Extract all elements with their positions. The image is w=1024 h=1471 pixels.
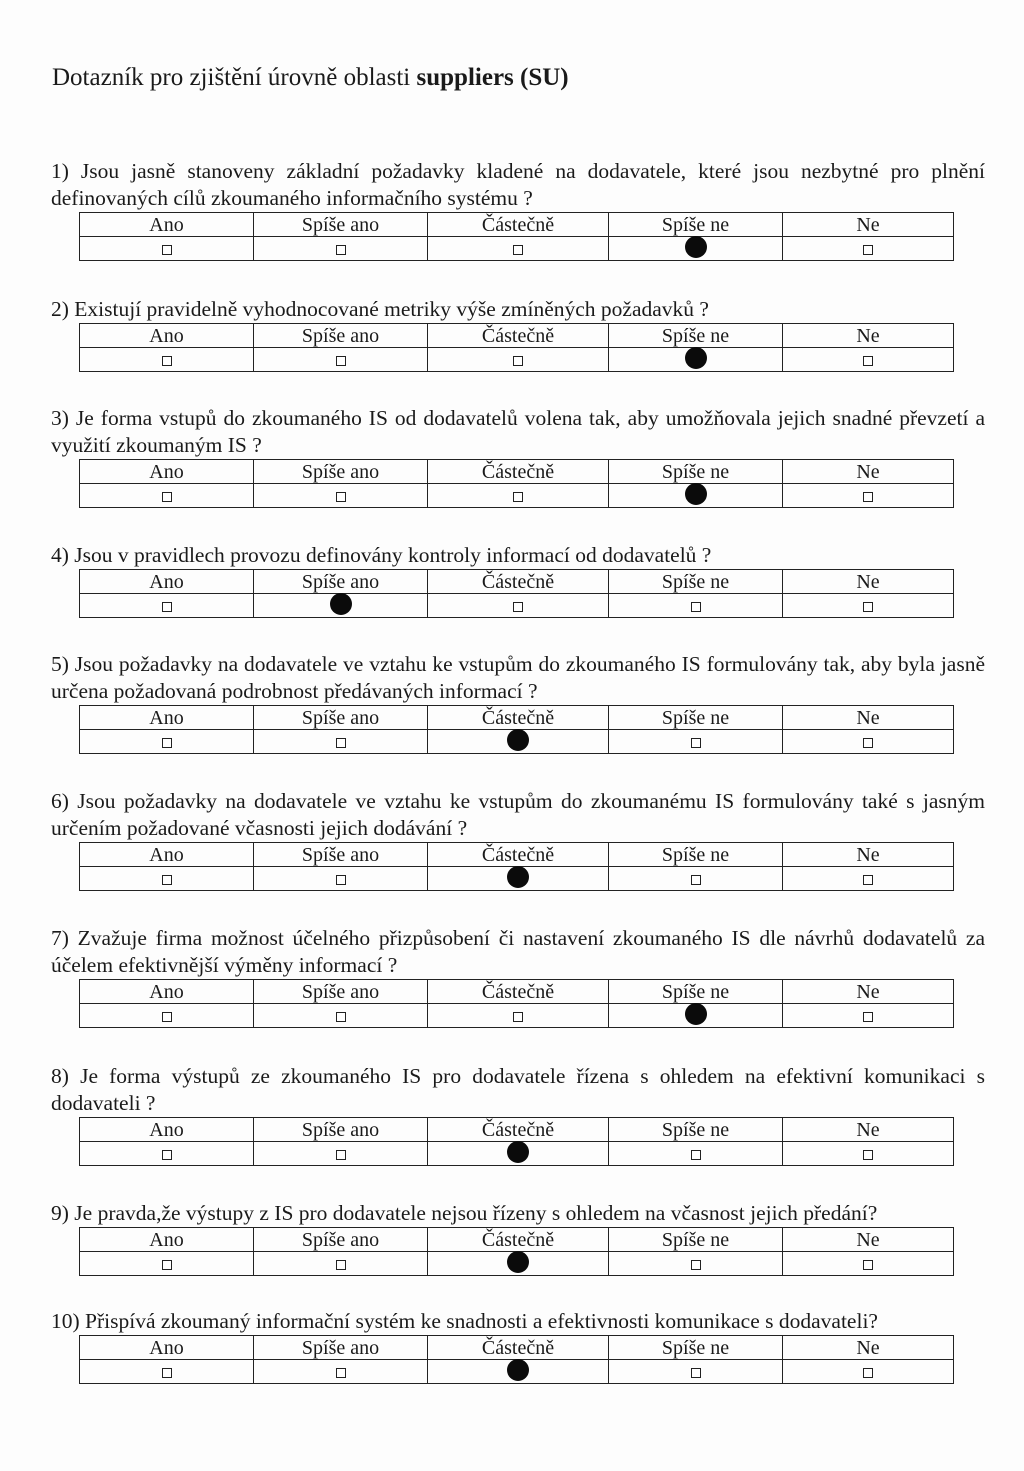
empty-checkbox[interactable]: [863, 492, 873, 502]
option-cell[interactable]: [254, 730, 428, 754]
option-label: Spíše ne: [609, 843, 783, 867]
option-cell[interactable]: [609, 730, 783, 754]
question-6: [51, 788, 985, 891]
option-cell[interactable]: [80, 348, 254, 372]
option-cell[interactable]: [80, 237, 254, 261]
option-cell[interactable]: [783, 484, 954, 508]
option-cell[interactable]: [80, 1142, 254, 1166]
option-label: Ano: [80, 843, 254, 867]
answer-choice-row: [80, 348, 954, 372]
option-label: Ano: [80, 980, 254, 1004]
option-label: Spíše ne: [609, 1118, 783, 1142]
option-cell[interactable]: [428, 867, 609, 891]
filled-circle-mark[interactable]: [685, 1003, 707, 1025]
option-label: Spíše ano: [254, 213, 428, 237]
option-cell[interactable]: [783, 730, 954, 754]
option-cell[interactable]: [80, 484, 254, 508]
option-label: Ne: [783, 213, 954, 237]
page-title: [52, 64, 569, 92]
empty-checkbox[interactable]: [162, 1260, 172, 1270]
question-9: [51, 1200, 985, 1276]
empty-checkbox[interactable]: [336, 492, 346, 502]
answer-grid: [79, 323, 954, 372]
empty-checkbox[interactable]: [336, 1012, 346, 1022]
empty-checkbox[interactable]: [691, 1368, 701, 1378]
empty-checkbox[interactable]: [863, 602, 873, 612]
question-text: 5) Jsou požadavky na dodavatele ve vztahu ke vstupům do zkoumaného IS formulovány tak, aby byla jasně určena požadovaná podrobnost předávaných informací ?: [51, 652, 985, 703]
option-cell[interactable]: [254, 1252, 428, 1276]
empty-checkbox[interactable]: [336, 1368, 346, 1378]
option-label: Spíše ne: [609, 1336, 783, 1360]
answer-header-row: [80, 980, 954, 1004]
question-text: 2) Existují pravidelně vyhodnocované metriky výše zmíněných požadavků ?: [51, 297, 709, 321]
option-label: Spíše ano: [254, 1228, 428, 1252]
empty-checkbox[interactable]: [162, 1150, 172, 1160]
question-text: 3) Je forma vstupů do zkoumaného IS od dodavatelů volena tak, aby umožňovala jejich snadné převzetí a využití zkoumaným IS ?: [51, 406, 985, 457]
empty-checkbox[interactable]: [691, 1150, 701, 1160]
answer-choice-row: [80, 1004, 954, 1028]
option-cell[interactable]: [609, 1142, 783, 1166]
answer-grid: [79, 212, 954, 261]
option-cell[interactable]: [428, 594, 609, 618]
option-label: Ano: [80, 1228, 254, 1252]
empty-checkbox[interactable]: [513, 245, 523, 255]
option-label: Ano: [80, 706, 254, 730]
empty-checkbox[interactable]: [162, 602, 172, 612]
option-label: Částečně: [428, 324, 609, 348]
option-label: Spíše ne: [609, 570, 783, 594]
option-label: Ne: [783, 324, 954, 348]
question-text: 7) Zvažuje firma možnost účelného přizpůsobení či nastavení zkoumaného IS dle návrhů dodavatelů za účelem efektivnější výměny informací ?: [51, 926, 985, 977]
option-cell[interactable]: [783, 594, 954, 618]
answer-header-row: [80, 570, 954, 594]
answer-choice-row: [80, 867, 954, 891]
option-cell[interactable]: [609, 594, 783, 618]
option-label: Spíše ano: [254, 843, 428, 867]
question-text: 6) Jsou požadavky na dodavatele ve vztahu ke vstupům do zkoumanému IS formulovány také s jasným určením požadované včasnosti jejich dodávání ?: [51, 789, 985, 840]
answer-grid: [79, 842, 954, 891]
empty-checkbox[interactable]: [336, 1150, 346, 1160]
answer-choice-row: [80, 1142, 954, 1166]
option-label: Spíše ano: [254, 460, 428, 484]
option-label: Spíše ano: [254, 980, 428, 1004]
option-label: Spíše ano: [254, 706, 428, 730]
option-cell[interactable]: [609, 1004, 783, 1028]
empty-checkbox[interactable]: [336, 875, 346, 885]
answer-header-row: [80, 324, 954, 348]
option-label: Spíše ne: [609, 980, 783, 1004]
option-label: Ano: [80, 324, 254, 348]
empty-checkbox[interactable]: [162, 245, 172, 255]
empty-checkbox[interactable]: [863, 1012, 873, 1022]
question-4: [51, 542, 985, 618]
option-label: Ne: [783, 843, 954, 867]
empty-checkbox[interactable]: [513, 492, 523, 502]
empty-checkbox[interactable]: [691, 738, 701, 748]
option-label: Ano: [80, 1118, 254, 1142]
option-cell[interactable]: [428, 1004, 609, 1028]
title-bold: suppliers (SU): [416, 64, 569, 91]
answer-header-row: [80, 1228, 954, 1252]
option-cell[interactable]: [609, 1360, 783, 1384]
empty-checkbox[interactable]: [513, 1012, 523, 1022]
empty-checkbox[interactable]: [336, 356, 346, 366]
answer-grid: [79, 979, 954, 1028]
answer-grid: [79, 459, 954, 508]
question-2: [51, 296, 985, 372]
option-label: Spíše ano: [254, 1118, 428, 1142]
option-cell[interactable]: [254, 594, 428, 618]
question-text: 1) Jsou jasně stanoveny základní požadavky kladené na dodavatele, které jsou nezbytné pro plnění definovaných cílů zkoumaného informačního systému ?: [51, 159, 985, 210]
filled-circle-mark[interactable]: [685, 347, 707, 369]
option-label: Ano: [80, 460, 254, 484]
option-label: Spíše ano: [254, 1336, 428, 1360]
empty-checkbox[interactable]: [336, 245, 346, 255]
question-7: [51, 925, 985, 1028]
option-cell[interactable]: [254, 1142, 428, 1166]
empty-checkbox[interactable]: [863, 875, 873, 885]
option-cell[interactable]: [609, 484, 783, 508]
option-label: Ne: [783, 1336, 954, 1360]
option-label: Spíše ne: [609, 706, 783, 730]
question-1: [51, 158, 985, 261]
option-label: Spíše ne: [609, 1228, 783, 1252]
question-text: 8) Je forma výstupů ze zkoumaného IS pro dodavatele řízena s ohledem na efektivní komunikaci s dodavateli ?: [51, 1064, 985, 1115]
empty-checkbox[interactable]: [513, 356, 523, 366]
empty-checkbox[interactable]: [162, 1012, 172, 1022]
option-cell[interactable]: [783, 1360, 954, 1384]
option-cell[interactable]: [609, 237, 783, 261]
option-cell[interactable]: [254, 1360, 428, 1384]
option-cell[interactable]: [428, 730, 609, 754]
filled-circle-mark[interactable]: [507, 866, 529, 888]
option-label: Spíše ano: [254, 570, 428, 594]
empty-checkbox[interactable]: [336, 1260, 346, 1270]
option-cell[interactable]: [80, 1004, 254, 1028]
option-label: Ne: [783, 706, 954, 730]
option-cell[interactable]: [428, 484, 609, 508]
option-label: Spíše ne: [609, 460, 783, 484]
filled-circle-mark[interactable]: [507, 1359, 529, 1381]
option-cell[interactable]: [80, 867, 254, 891]
answer-grid: [79, 705, 954, 754]
answer-header-row: [80, 1118, 954, 1142]
question-text: 4) Jsou v pravidlech provozu definovány kontroly informací od dodavatelů ?: [51, 543, 712, 567]
option-cell[interactable]: [783, 237, 954, 261]
option-cell[interactable]: [783, 1252, 954, 1276]
option-label: Ne: [783, 1118, 954, 1142]
answer-grid: [79, 1227, 954, 1276]
option-cell[interactable]: [428, 1142, 609, 1166]
option-cell[interactable]: [428, 237, 609, 261]
empty-checkbox[interactable]: [863, 1260, 873, 1270]
option-label: Ne: [783, 460, 954, 484]
answer-grid: [79, 1117, 954, 1166]
option-label: Částečně: [428, 980, 609, 1004]
option-cell[interactable]: [80, 1252, 254, 1276]
empty-checkbox[interactable]: [863, 1150, 873, 1160]
option-label: Částečně: [428, 843, 609, 867]
answer-grid: [79, 1335, 954, 1384]
empty-checkbox[interactable]: [691, 1260, 701, 1270]
empty-checkbox[interactable]: [336, 738, 346, 748]
question-5: [51, 651, 985, 754]
empty-checkbox[interactable]: [162, 356, 172, 366]
answer-choice-row: [80, 594, 954, 618]
option-cell[interactable]: [254, 1004, 428, 1028]
question-3: [51, 405, 985, 508]
option-cell[interactable]: [80, 1360, 254, 1384]
option-cell[interactable]: [428, 1252, 609, 1276]
empty-checkbox[interactable]: [162, 875, 172, 885]
option-label: Ano: [80, 570, 254, 594]
option-label: Částečně: [428, 570, 609, 594]
empty-checkbox[interactable]: [863, 738, 873, 748]
empty-checkbox[interactable]: [513, 602, 523, 612]
answer-header-row: [80, 460, 954, 484]
title-prefix: Dotazník pro zjištění úrovně oblasti: [52, 64, 411, 91]
option-cell[interactable]: [80, 730, 254, 754]
question-10: [51, 1308, 985, 1384]
answer-header-row: [80, 843, 954, 867]
question-text: 9) Je pravda,že výstupy z IS pro dodavatele nejsou řízeny s ohledem na včasnost jejich předání?: [51, 1201, 878, 1225]
filled-circle-mark[interactable]: [507, 729, 529, 751]
question-text: 10) Přispívá zkoumaný informační systém ke snadnosti a efektivnosti komunikace s dodavateli?: [51, 1309, 878, 1333]
option-cell[interactable]: [609, 867, 783, 891]
option-label: Ne: [783, 1228, 954, 1252]
option-cell[interactable]: [609, 1252, 783, 1276]
answer-grid: [79, 569, 954, 618]
option-label: Spíše ne: [609, 324, 783, 348]
option-cell[interactable]: [783, 1142, 954, 1166]
empty-checkbox[interactable]: [162, 738, 172, 748]
option-label: Ano: [80, 1336, 254, 1360]
option-cell[interactable]: [254, 237, 428, 261]
option-label: Částečně: [428, 1336, 609, 1360]
answer-header-row: [80, 213, 954, 237]
option-cell[interactable]: [254, 867, 428, 891]
option-label: Částečně: [428, 706, 609, 730]
empty-checkbox[interactable]: [863, 245, 873, 255]
empty-checkbox[interactable]: [691, 602, 701, 612]
option-cell[interactable]: [783, 348, 954, 372]
answer-choice-row: [80, 237, 954, 261]
option-cell[interactable]: [254, 348, 428, 372]
option-label: Částečně: [428, 213, 609, 237]
filled-circle-mark[interactable]: [507, 1251, 529, 1273]
answer-choice-row: [80, 1360, 954, 1384]
empty-checkbox[interactable]: [162, 492, 172, 502]
option-label: Částečně: [428, 1228, 609, 1252]
answer-choice-row: [80, 484, 954, 508]
option-label: Spíše ne: [609, 213, 783, 237]
empty-checkbox[interactable]: [863, 1368, 873, 1378]
answer-header-row: [80, 1336, 954, 1360]
option-label: Částečně: [428, 460, 609, 484]
option-cell[interactable]: [783, 1004, 954, 1028]
option-label: Částečně: [428, 1118, 609, 1142]
filled-circle-mark[interactable]: [330, 593, 352, 615]
option-label: Ne: [783, 570, 954, 594]
option-label: Ne: [783, 980, 954, 1004]
option-cell[interactable]: [428, 1360, 609, 1384]
option-cell[interactable]: [80, 594, 254, 618]
empty-checkbox[interactable]: [863, 356, 873, 366]
option-cell[interactable]: [783, 867, 954, 891]
empty-checkbox[interactable]: [162, 1368, 172, 1378]
option-cell[interactable]: [254, 484, 428, 508]
filled-circle-mark[interactable]: [685, 483, 707, 505]
option-label: Spíše ano: [254, 324, 428, 348]
filled-circle-mark[interactable]: [685, 236, 707, 258]
option-label: Ano: [80, 213, 254, 237]
option-cell[interactable]: [428, 348, 609, 372]
filled-circle-mark[interactable]: [507, 1141, 529, 1163]
answer-choice-row: [80, 730, 954, 754]
empty-checkbox[interactable]: [691, 875, 701, 885]
question-8: [51, 1063, 985, 1166]
answer-choice-row: [80, 1252, 954, 1276]
option-cell[interactable]: [609, 348, 783, 372]
answer-header-row: [80, 706, 954, 730]
